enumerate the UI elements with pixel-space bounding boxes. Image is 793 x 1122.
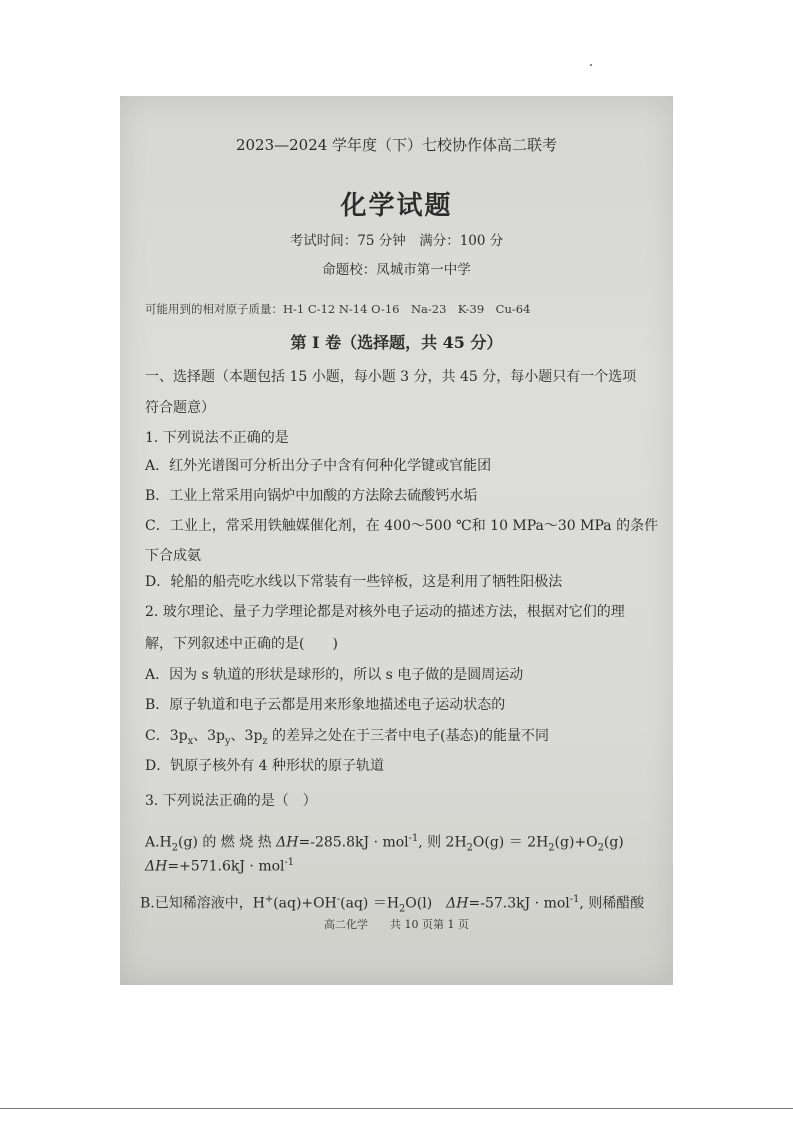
page-footer: 高二化学 共 10 页第 1 页: [324, 918, 469, 931]
q1-option-c-line1: C．工业上，常采用铁触媒催化剂，在 400～500 ℃和 10 MPa～30 MPa 的条件: [145, 518, 659, 534]
exam-school: 命题校：凤城市第一中学: [322, 262, 471, 278]
q2-stem-line2: 解，下列叙述中正确的是( ): [145, 636, 338, 652]
q2-option-c: C．$3p_x$、$3p_y$、$3p_z$ 的差异之处在于三者中电子(基态)的能量不同: [145, 728, 549, 747]
q1-stem: 1. 下列说法不正确的是: [145, 430, 289, 446]
q3-option-a: $A.H_2(g)$ 的 燃 烧 热 ΔH=-285.8kJ · mol$^{-1}$, 则 $2H_2O(g) = 2H_2(g)+O_2(g)$: [145, 833, 624, 854]
q1-option-d: D．轮船的船壳吃水线以下常装有一些锌板，这是利用了牺牲阳极法: [145, 574, 563, 590]
q1-option-c-line2: 下合成氨: [145, 548, 201, 564]
stray-dot: [590, 64, 592, 66]
bottom-rule: [0, 1108, 793, 1109]
section-intro-line1: 一、选择题（本题包括 15 小题，每小题 3 分，共 45 分，每小题只有一个选项: [145, 369, 637, 385]
atomic-masses: 可能用到的相对原子质量：H-1 C-12 N-14 O-16 Na-23 K-39 Cu-64: [145, 302, 531, 316]
q1-option-b: B．工业上常采用向锅炉中加酸的方法除去硫酸钙水垢: [145, 488, 478, 504]
exam-header: 2023—2024 学年度（下）七校协作体高二联考: [235, 136, 558, 154]
q3-option-a-line2: ΔH=+571.6kJ · mol$^{-1}$: [145, 857, 295, 875]
exam-page-photo: [120, 96, 673, 985]
q3-option-b: B.已知稀溶液中，$H^+(aq)+OH^-(aq) =H_2O(l)$ ΔH=-57.3kJ · mol$^{-1}$, 则稀醋酸: [140, 894, 645, 915]
q3-stem: 3. 下列说法正确的是（ ）: [145, 793, 317, 809]
q2-option-b: B．原子轨道和电子云都是用来形象地描述电子运动状态的: [145, 697, 506, 713]
section-intro-line2: 符合题意）: [145, 400, 215, 416]
q2-stem-line1: 2. 玻尔理论、量子力学理论都是对核外电子运动的描述方法，根据对它们的理: [145, 604, 625, 620]
part-title: 第 I 卷（选择题，共 45 分）: [290, 333, 503, 352]
q2-option-d: D．钒原子核外有 4 种形状的原子轨道: [145, 758, 385, 774]
q1-option-a: A．红外光谱图可分析出分子中含有何种化学键或官能团: [145, 458, 492, 474]
q2-option-a: A．因为 s 轨道的形状是球形的，所以 s 电子做的是圆周运动: [145, 667, 524, 683]
exam-title: 化学试题: [340, 191, 453, 221]
exam-time-info: 考试时间：75 分钟 满分：100 分: [289, 233, 504, 249]
